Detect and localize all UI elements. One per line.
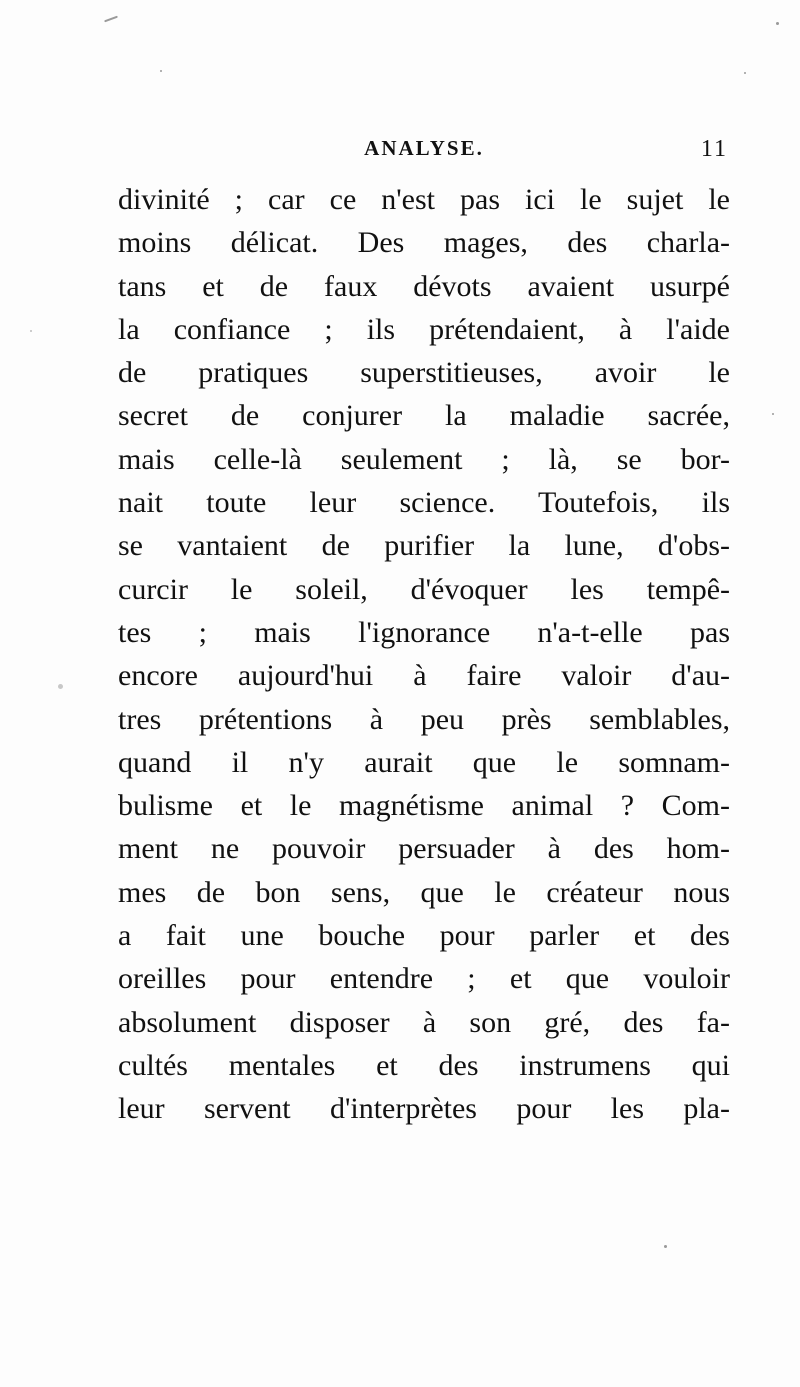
- text-line: leur servent d'interprètes pour les pla-: [118, 1092, 730, 1126]
- text-line: encore aujourd'hui à faire valoir d'au-: [118, 659, 730, 693]
- text-line: cultés mentales et des instrumens qui: [118, 1048, 730, 1082]
- paper-speck: [104, 16, 118, 23]
- text-line: absolument disposer à son gré, des fa-: [118, 1005, 730, 1039]
- text-line: quand il n'y aurait que le somnam-: [118, 745, 730, 779]
- paper-speck: [664, 1245, 667, 1248]
- text-line: curcir le soleil, d'évoquer les tempê-: [118, 572, 730, 606]
- running-head: ANALYSE.: [364, 136, 484, 160]
- paper-speck: [776, 22, 779, 25]
- text-line: ment ne pouvoir persuader à des hom-: [118, 832, 730, 866]
- text-line: mes de bon sens, que le créateur nous: [118, 875, 730, 909]
- text-line: mais celle-là seulement ; là, se bor-: [118, 442, 730, 476]
- page-number: 11: [700, 136, 728, 162]
- text-line: divinité ; car ce n'est pas ici le sujet le: [118, 183, 730, 216]
- text-line: tans et de faux dévots avaient usurpé: [118, 269, 730, 303]
- text-line: se vantaient de purifier la lune, d'obs-: [118, 529, 730, 563]
- paper-speck: [58, 684, 63, 689]
- body-text: [118, 178, 730, 1131]
- text-line: a fait une bouche pour parler et des: [118, 919, 730, 953]
- page-header: [118, 136, 730, 170]
- text-line: la confiance ; ils prétendaient, à l'aide: [118, 312, 730, 346]
- text-line: oreilles pour entendre ; et que vouloir: [118, 962, 730, 996]
- text-line: bulisme et le magnétisme animal ? Com-: [118, 789, 730, 823]
- paper-speck: [744, 72, 746, 74]
- text-line: de pratiques superstitieuses, avoir le: [118, 356, 730, 390]
- paper-speck: [30, 330, 32, 332]
- paper-speck: [772, 413, 774, 415]
- text-line: tes ; mais l'ignorance n'a-t-elle pas: [118, 615, 730, 649]
- text-line: nait toute leur science. Toutefois, ils: [118, 486, 730, 520]
- paper-speck: [160, 70, 162, 72]
- text-line: moins délicat. Des mages, des charla-: [118, 226, 730, 260]
- text-line: secret de conjurer la maladie sacrée,: [118, 399, 730, 433]
- text-line: tres prétentions à peu près semblables,: [118, 702, 730, 736]
